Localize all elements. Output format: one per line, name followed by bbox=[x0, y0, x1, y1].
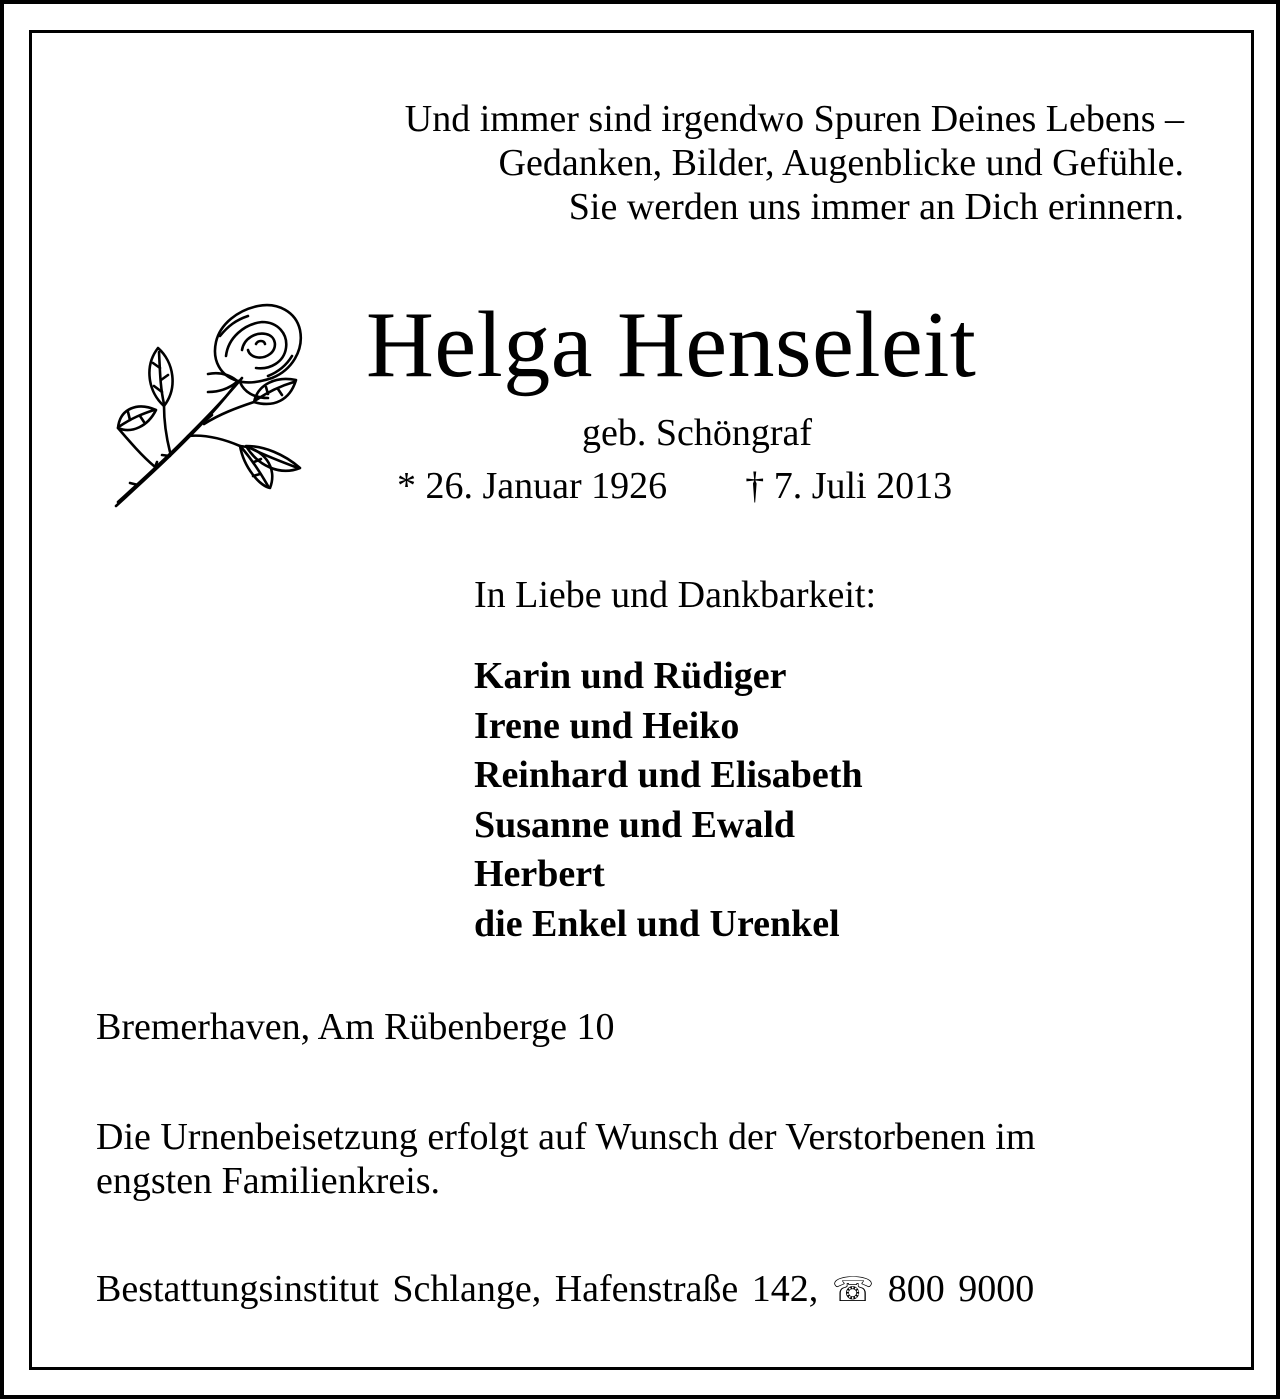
poem-line: Und immer sind irgendwo Spuren Deines Lebens – bbox=[404, 98, 1184, 140]
rose-icon bbox=[108, 296, 308, 516]
funeral-home-phone: 800 9000 bbox=[887, 1268, 1035, 1310]
mourner-name: Reinhard und Elisabeth bbox=[474, 754, 863, 797]
deceased-name: Helga Henseleit bbox=[366, 293, 977, 397]
obituary-page bbox=[4, 4, 1276, 1395]
mourner-name: Herbert bbox=[474, 853, 605, 896]
mourner-name: die Enkel und Urenkel bbox=[474, 902, 840, 945]
telephone-icon: ☏ bbox=[831, 1270, 875, 1310]
notice-line: engsten Familienkreis. bbox=[96, 1160, 441, 1202]
death-date: † 7. Juli 2013 bbox=[745, 465, 953, 507]
poem bbox=[184, 97, 1184, 229]
mourner-name: Irene und Heiko bbox=[474, 704, 740, 747]
notice-line: Die Urnenbeisetzung erfolgt auf Wunsch der Verstorbenen im bbox=[96, 1116, 1036, 1158]
mourner-name: Karin und Rüdiger bbox=[474, 655, 787, 697]
funeral-home bbox=[96, 1270, 1034, 1308]
mourners-intro: In Liebe und Dankbarkeit: bbox=[474, 574, 877, 616]
mourners-list bbox=[474, 652, 863, 950]
burial-notice bbox=[96, 1115, 1196, 1203]
poem-line: Sie werden uns immer an Dich erinnern. bbox=[568, 186, 1184, 228]
address: Bremerhaven, Am Rübenberge 10 bbox=[96, 1006, 615, 1048]
birth-date: * 26. Januar 1926 bbox=[397, 465, 668, 507]
birth-name: geb. Schöngraf bbox=[582, 412, 813, 454]
poem-line: Gedanken, Bilder, Augenblicke und Gefühle. bbox=[498, 142, 1184, 184]
mourner-name: Susanne und Ewald bbox=[474, 803, 796, 846]
life-dates bbox=[397, 467, 952, 505]
funeral-home-text: Bestattungsinstitut Schlange, Hafenstraße 142, bbox=[96, 1268, 819, 1310]
